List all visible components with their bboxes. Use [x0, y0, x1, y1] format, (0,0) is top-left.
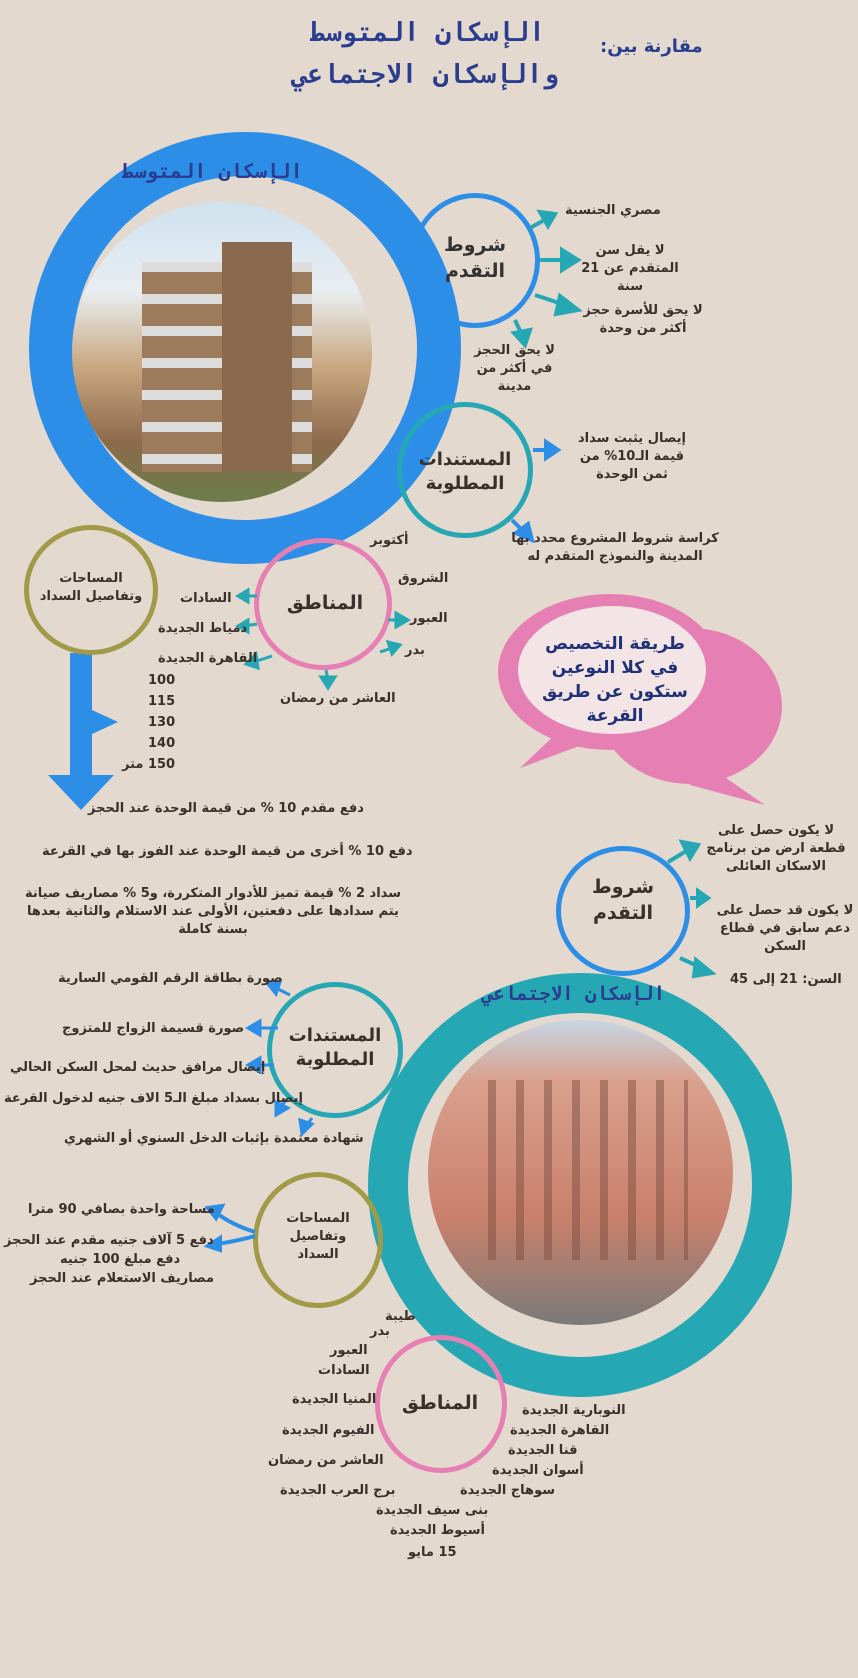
middle-condition-1: مصري الجنسية	[565, 203, 661, 218]
middle-regions-title: المناطق	[286, 592, 364, 614]
social-region-bottom-1: بنى سيف الجديدة	[376, 1503, 489, 1518]
header-line1: الإسكان المتوسط	[310, 18, 545, 48]
social-region-left-4: السادات	[318, 1363, 370, 1378]
allocation-bubble-text: طريقة التخصيص في كلا النوعين ستكون عن طريق القرعة	[542, 634, 688, 726]
social-region-right-4: أسوان الجديدة	[492, 1463, 584, 1478]
header-line2: والإسكان الاجتماعي	[292, 60, 559, 90]
social-region-left-3: العبور	[330, 1343, 368, 1358]
social-region-left-8: برج العرب الجديدة	[280, 1483, 396, 1498]
social-region-right-1: النوبارية الجديدة	[522, 1403, 626, 1418]
social-region-left-7: العاشر من رمضان	[268, 1453, 384, 1468]
social-area-3: دفع مبلغ 100 جنيه	[60, 1252, 181, 1267]
middle-conditions-title: شروط التقدم	[443, 234, 507, 282]
social-area-4: مصاريف الاستعلام عند الحجز	[30, 1271, 214, 1286]
social-document-5: شهادة معتمدة بإثبات الدخل السنوي أو الشهري	[64, 1131, 364, 1146]
social-document-1: صورة بطاقة الرقم القومي السارية	[58, 971, 283, 986]
social-housing-title: الإسكان الاجتماعي	[482, 983, 666, 1005]
middle-region-badr: بدر	[405, 643, 425, 658]
middle-areas-title: المساحات وتفاصيل السداد	[39, 571, 143, 604]
social-condition-1: لا يكون حصل على قطعة ارض من برنامج الاسكان العائلى	[706, 823, 846, 874]
social-area-2: دفع 5 آلاف جنيه مقدم عند الحجز	[4, 1233, 214, 1248]
middle-size-5: 150 متر	[122, 757, 176, 772]
middle-documents-title: المستندات المطلوبة	[418, 449, 512, 494]
middle-region-new-damietta: دمياط الجديدة	[158, 621, 248, 636]
social-region-right-3: قنا الجديدة	[508, 1443, 578, 1458]
middle-region-new-cairo: القاهرة الجديدة	[158, 651, 258, 666]
social-document-2: صورة قسيمة الزواج للمتزوج	[62, 1021, 245, 1036]
social-document-3: إيصال مرافق حديث لمحل السكن الحالي	[10, 1060, 266, 1075]
middle-condition-4: لا يحق الحجز في أكثر من مدينة	[474, 343, 555, 394]
middle-payment-3: سداد 2 % قيمة تميز للأدوار المتكررة، و5 % مصاريف صيانة يتم سدادها على دفعتين، الأولى عند الاستلام والثانية بعدها بسنة كاملة	[25, 886, 401, 937]
social-documents-title: المستندات المطلوبة	[288, 1025, 382, 1070]
middle-condition-2: لا يقل سن المتقدم عن 21 سنة	[581, 243, 679, 294]
middle-payment-1: دفع مقدم 10 % من قيمة الوحدة عند الحجز	[88, 801, 364, 816]
social-region-left-6: الفيوم الجديدة	[282, 1423, 375, 1438]
middle-region-obour: العبور	[410, 611, 448, 626]
middle-region-sadat: السادات	[180, 591, 232, 606]
middle-housing-title: الإسكان المتوسط	[122, 159, 303, 183]
middle-document-1: إيصال يثبت سداد قيمة الـ10% من ثمن الوحدة	[577, 431, 687, 482]
social-area-1: مساحة واحدة بصافي 90 مترا	[28, 1202, 215, 1217]
social-condition-3: السن: 21 إلى 45	[730, 972, 842, 987]
middle-size-2: 115	[148, 694, 176, 709]
social-region-left-1: طيبة	[385, 1309, 416, 1324]
middle-condition-3: لا يحق للأسرة حجز أكثر من وحدة	[583, 303, 703, 336]
middle-region-10th-ramadan: العاشر من رمضان	[280, 691, 396, 706]
social-region-right-5: سوهاج الجديدة	[460, 1483, 556, 1498]
social-conditions-title: شروط التقدم	[591, 876, 655, 924]
middle-payment-2: دفع 10 % أخرى من قيمة الوحدة عند الفوز بها في القرعة	[42, 844, 413, 859]
social-regions-title: المناطق	[401, 1392, 479, 1414]
middle-region-october: أكتوبر	[370, 533, 409, 548]
middle-size-1: 100	[148, 673, 176, 688]
social-region-right-2: القاهرة الجديدة	[510, 1423, 610, 1438]
middle-document-2: كراسة شروط المشروع محدد بها المدينة والنموذج المتقدم له	[511, 531, 719, 564]
social-region-left-2: بدر	[370, 1324, 390, 1339]
middle-region-shorouk: الشروق	[398, 571, 449, 586]
middle-size-4: 140	[148, 736, 176, 751]
social-region-left-5: المنيا الجديدة	[292, 1392, 377, 1407]
middle-size-3: 130	[148, 715, 176, 730]
social-region-bottom-2: أسيوط الجديدة	[390, 1523, 486, 1538]
social-document-4: إيصال بسداد مبلغ الـ5 الاف جنيه لدخول القرعة	[4, 1091, 303, 1106]
social-condition-2: لا يكون قد حصل على دعم سابق في قطاع السكن	[716, 903, 854, 954]
header-prefix: مقارنة بين:	[600, 36, 703, 57]
social-region-bottom-3: 15 مايو	[408, 1545, 457, 1560]
social-areas-title: المساحات وتفاصيل السداد	[286, 1211, 350, 1262]
